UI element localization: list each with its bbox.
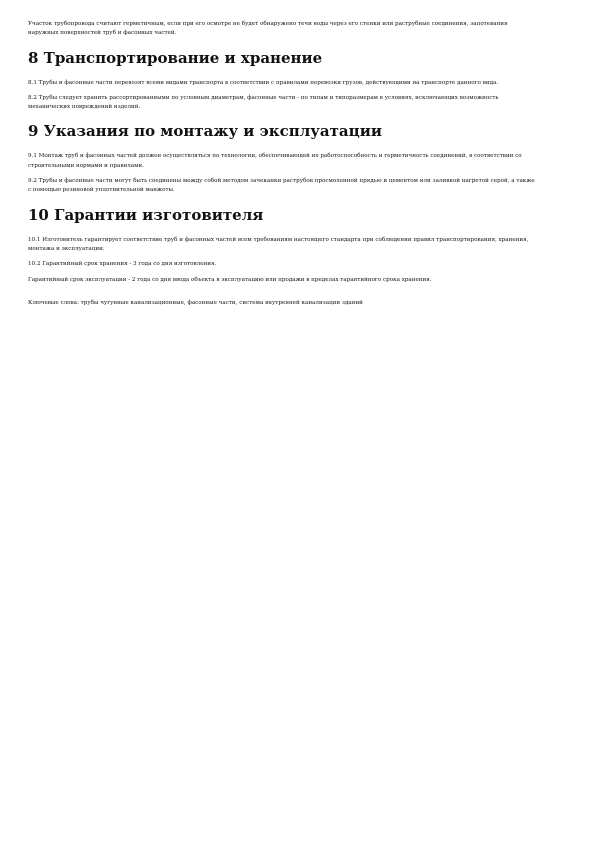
section-10-paragraph-1: 10.1 Изготовитель гарантирует соответствие труб и фасонных частей всем требованиям настоящего стандарта при соблюдении правил транспортирования, хранения, монтажа и эксплуатации. [28,236,529,252]
section-9-paragraph-2: 9.2 Трубы и фасонные части могут быть соединены между собой методом зачеканки раструбов просмоленной прядью и цементом или заливкой нагретой серой, а также с помощью резиновой уплотнительной манжеты. [28,178,535,194]
section-10-heading: 10 Гарантии изготовителя [28,205,264,224]
intro-paragraph: Участок трубопровода считают герметичным, если при его осмотре не будет обнаружено течи воды через его стенки или раструбные соединения, запотевания наружных поверхностей труб и фасонных частей. [28,21,508,37]
section-8-heading: 8 Транспортирование и хранение [28,48,323,67]
section-9-paragraph-1: 9.1 Монтаж труб и фасонных частей должен осуществляться по технологии, обеспечивающей их работоспособность и герметичность соединений, в соответствии со строительными нормами и правилами. [28,153,522,169]
section-8-paragraph-1: 8.1 Трубы и фасонные части перевозят всеми видами транспорта в соответствии с правилами перевозки грузов, действующими на транспорте данного вида. [28,79,499,86]
section-9-heading: 9 Указания по монтажу и эксплуатации [28,122,382,141]
section-10-paragraph-3: Гарантийный срок эксплуатации - 2 года со дня ввода объекта в эксплуатацию или продажи в пределах гарантийного срока хранения. [28,276,432,283]
section-8-paragraph-2: 8.2 Трубы следует хранить рассортированными по условным диаметрам, фасонные части - по типам и типоразмерам в условиях, исключающих возможность механических повреждений изделий. [28,94,499,111]
section-10-paragraph-2: 10.2 Гарантийный срок хранения - 3 года со дня изготовления. [28,261,217,268]
keywords-paragraph: Ключевые слова: трубы чугунные канализационные, фасонные части, система внутренней канализации зданий [28,299,363,306]
